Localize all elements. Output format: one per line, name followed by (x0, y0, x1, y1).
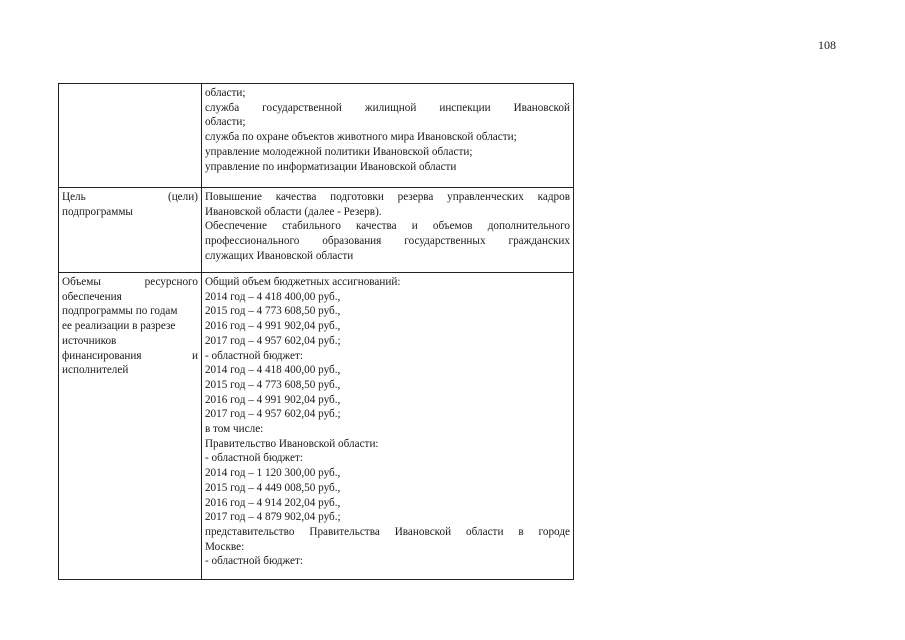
text-line: 2017 год – 4 879 902,04 руб.; (204, 511, 341, 524)
text-line: обеспечения (62, 290, 122, 303)
passport-table (58, 83, 574, 580)
text-line: области; (204, 116, 246, 129)
text-line: 2017 год – 4 957 602,04 руб.; (204, 408, 341, 421)
text-line: области; (204, 87, 246, 99)
text-line: 2016 год – 4 991 902,04 руб., (204, 320, 341, 333)
text-line: - областной бюджет: (204, 555, 303, 568)
text-line: источников (62, 334, 117, 347)
text-line: Обеспечение стабильного качества и объемов дополнительного (204, 220, 570, 233)
text-line: Объемы ресурсного (62, 276, 198, 288)
text-line: 2015 год – 4 773 608,50 руб., (204, 378, 341, 391)
passport-table-body (59, 84, 574, 580)
text-line: Правительство Ивановской области: (204, 437, 379, 450)
text-line: подпрограммы по годам (62, 305, 178, 318)
text-line: управление молодежной политики Ивановской области; (204, 145, 473, 158)
text-line: исполнителей (62, 364, 129, 377)
text-line: - областной бюджет: (204, 452, 303, 465)
table-row (59, 188, 574, 273)
table-row (59, 84, 574, 188)
row-label-cell (59, 273, 202, 580)
text-line: служба по охране объектов животного мира Ивановской области; (204, 131, 517, 144)
text-line: служба государственной жилищной инспекции Ивановской (204, 101, 570, 114)
text-line: 2017 год – 4 957 602,04 руб.; (204, 334, 341, 347)
row-content-cell (201, 273, 573, 580)
row-content-cell (201, 188, 573, 273)
text-line: 2015 год – 4 773 608,50 руб., (204, 305, 341, 318)
text-line: 2015 год – 4 449 008,50 руб., (204, 481, 341, 494)
text-line: Повышение качества подготовки резерва управленческих кадров (204, 191, 570, 203)
text-line: 2016 год – 4 991 902,04 руб., (204, 393, 341, 406)
text-line: финансирования и (62, 349, 198, 362)
text-line: Общий объем бюджетных ассигнований: (204, 276, 401, 288)
page-number: 108 (818, 38, 836, 52)
text-line: представительство Правительства Ивановской области в городе (204, 525, 570, 538)
text-line: 2014 год – 4 418 400,00 руб., (204, 290, 341, 303)
text-line: 2014 год – 1 120 300,00 руб., (204, 467, 341, 480)
text-line: подпрограммы (62, 205, 133, 218)
text-line: Ивановской области (далее - Резерв). (204, 205, 382, 218)
text-line: 2014 год – 4 418 400,00 руб., (204, 364, 341, 377)
row-label-cell (59, 84, 202, 188)
text-line: Москве: (204, 540, 245, 553)
row-label-cell (59, 188, 202, 273)
table-row (59, 273, 574, 580)
text-line: 2016 год – 4 914 202,04 руб., (204, 496, 341, 509)
text-line: служащих Ивановской области (204, 249, 354, 262)
text-line: - областной бюджет: (204, 349, 303, 362)
text-line: управление по информатизации Ивановской области (204, 160, 457, 173)
text-line: Цель (цели) (62, 191, 198, 203)
row-content-cell (201, 84, 573, 188)
text-line: ее реализации в разрезе (62, 320, 176, 333)
text-line: в том числе: (204, 423, 264, 436)
text-line: профессионального образования государственных гражданских (204, 235, 570, 248)
